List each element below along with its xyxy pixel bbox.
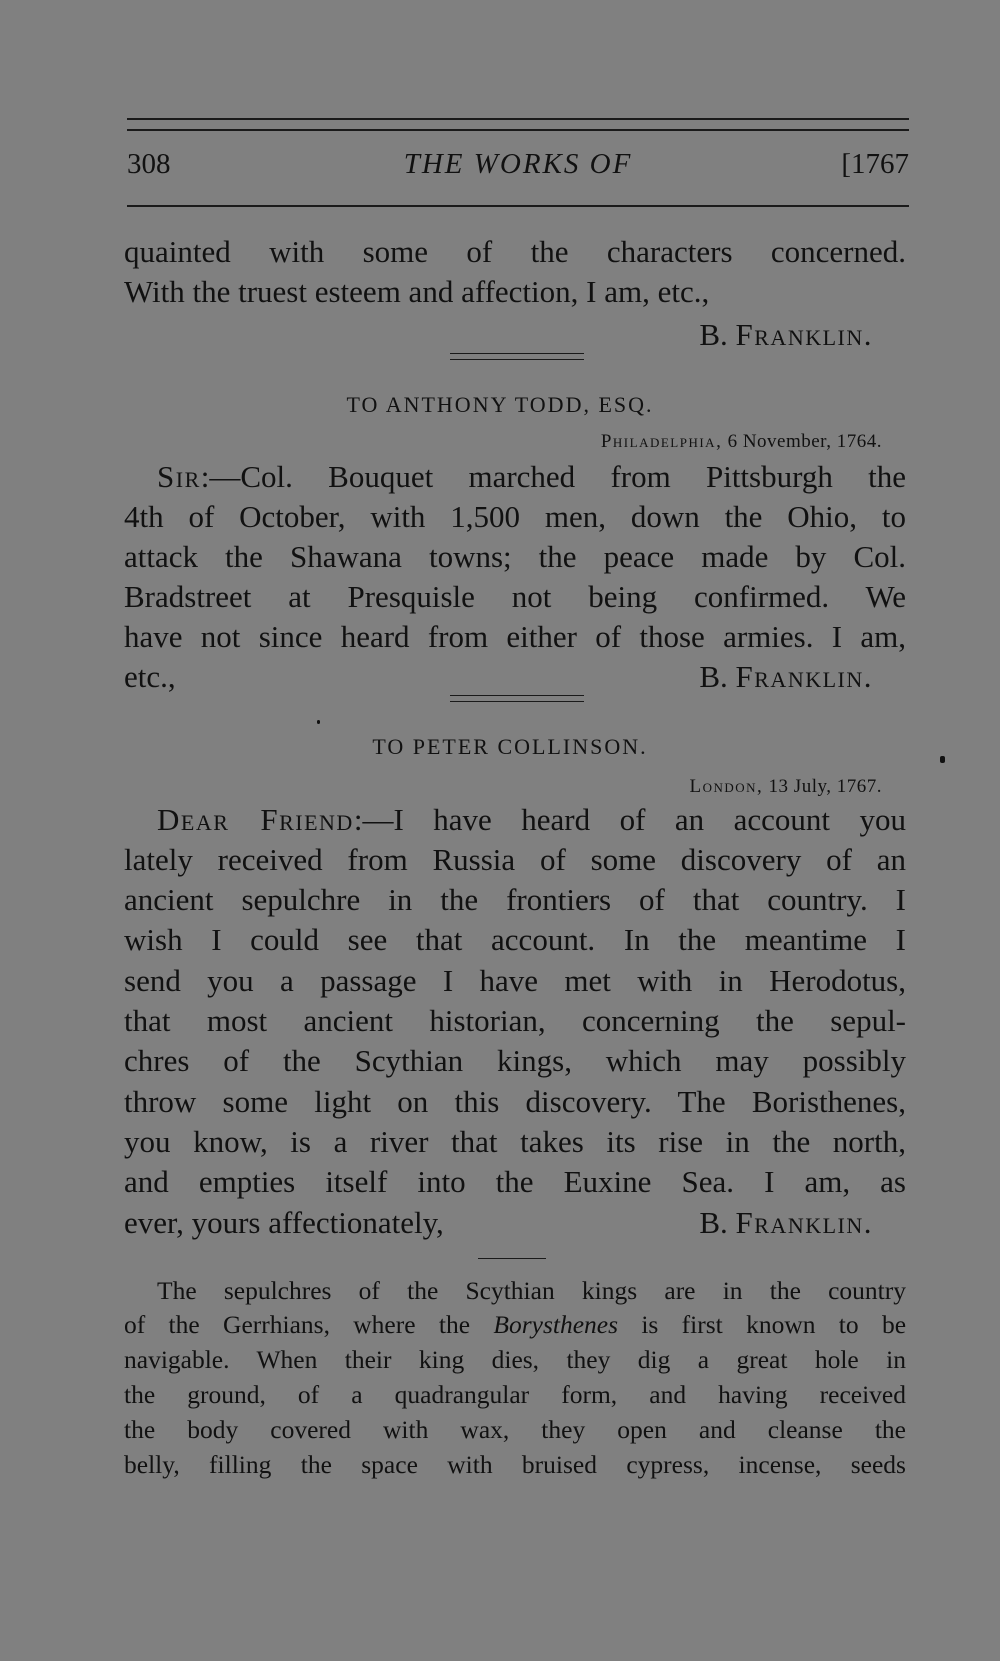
dateline [690,776,883,798]
signature-name: Franklin. [735,659,873,694]
letter-heading: TO ANTHONY TODD, ESQ. [346,392,654,417]
text-line: ever, yours affectionately, [124,1205,444,1240]
salutation: Dear Friend [157,802,354,837]
text-line: that most ancient historian, concerning the sepul- [124,1003,906,1038]
text-line: throw some light on this discovery. The Boristhenes, [124,1084,906,1119]
salutation: Sir [157,459,201,494]
running-head [127,148,909,188]
text-line-content: :—Col. Bouquet marched from Pittsburgh the [200,459,906,494]
extract-text: is first known to be [641,1310,907,1339]
extract-line: The sepulchres of the Scythian kings are in the country [157,1276,906,1305]
section-divider-second [450,701,584,702]
header-rule-bottom [127,205,909,207]
text-line: have not since heard from either of those armies. I am, [124,619,906,654]
scan-speck [317,720,320,724]
section-divider [450,353,584,354]
dateline [601,431,882,453]
section-divider [478,1258,546,1259]
text-line-content: :—I have heard of an account you [353,802,906,837]
text-line: With the truest esteem and affection, I am, etc., [124,274,710,309]
extract-line: the ground, of a quadrangular form, and having received [124,1380,906,1409]
dateline-date: 6 November, 1764. [727,431,882,452]
text-line: lately received from Russia of some discovery of an [124,842,906,877]
signature-name: Franklin. [735,317,873,352]
extract-italic-name: Borysthenes [493,1310,619,1339]
signature-initial: B. [699,317,728,352]
page-number: 308 [127,148,171,180]
running-year: [1767 [841,148,909,180]
signature [699,1203,873,1243]
extract-line: the body covered with wax, they open and cleanse the [124,1415,906,1444]
text-line: attack the Shawana towns; the peace made by Col. [124,539,906,574]
section-divider-second [450,359,584,360]
text-line: etc., [124,659,176,694]
extract-line: belly, filling the space with bruised cypress, incense, seeds [124,1450,906,1479]
header-rule-top-second [127,129,909,131]
text-line: you know, is a river that takes its rise in the north, [124,1124,906,1159]
signature-initial: B. [699,1205,728,1240]
dateline-place: London, [689,776,764,797]
text-line: ancient sepulchre in the frontiers of that country. I [124,882,906,917]
signature-name: Franklin. [735,1205,873,1240]
letter-heading: TO PETER COLLINSON. [372,734,648,759]
text-line: quainted with some of the characters concerned. [124,234,906,269]
text-line: Bradstreet at Presquisle not being confirmed. We [124,579,906,614]
text-line: wish I could see that account. In the meantime I [124,922,906,957]
signature [699,657,873,697]
dateline-place: Philadelphia, [600,431,723,452]
text-line: 4th of October, with 1,500 men, down the Ohio, to [124,499,906,534]
text-line: chres of the Scythian kings, which may possibly [124,1043,906,1078]
extract-line [124,1308,906,1342]
signature-initial: B. [699,659,728,694]
extract-line: navigable. When their king dies, they dig a great hole in [124,1345,906,1374]
text-line [157,800,906,840]
dateline-date: 13 July, 1767. [768,776,882,797]
text-line [157,457,906,497]
header-rule-top [127,118,909,120]
signature [699,315,873,355]
text-line: send you a passage I have met with in Herodotus, [124,963,906,998]
section-divider [450,695,584,696]
text-line: and empties itself into the Euxine Sea. I am, as [124,1164,906,1199]
running-title: THE WORKS OF [403,148,633,180]
extract-text: of the Gerrhians, where the [124,1310,471,1339]
